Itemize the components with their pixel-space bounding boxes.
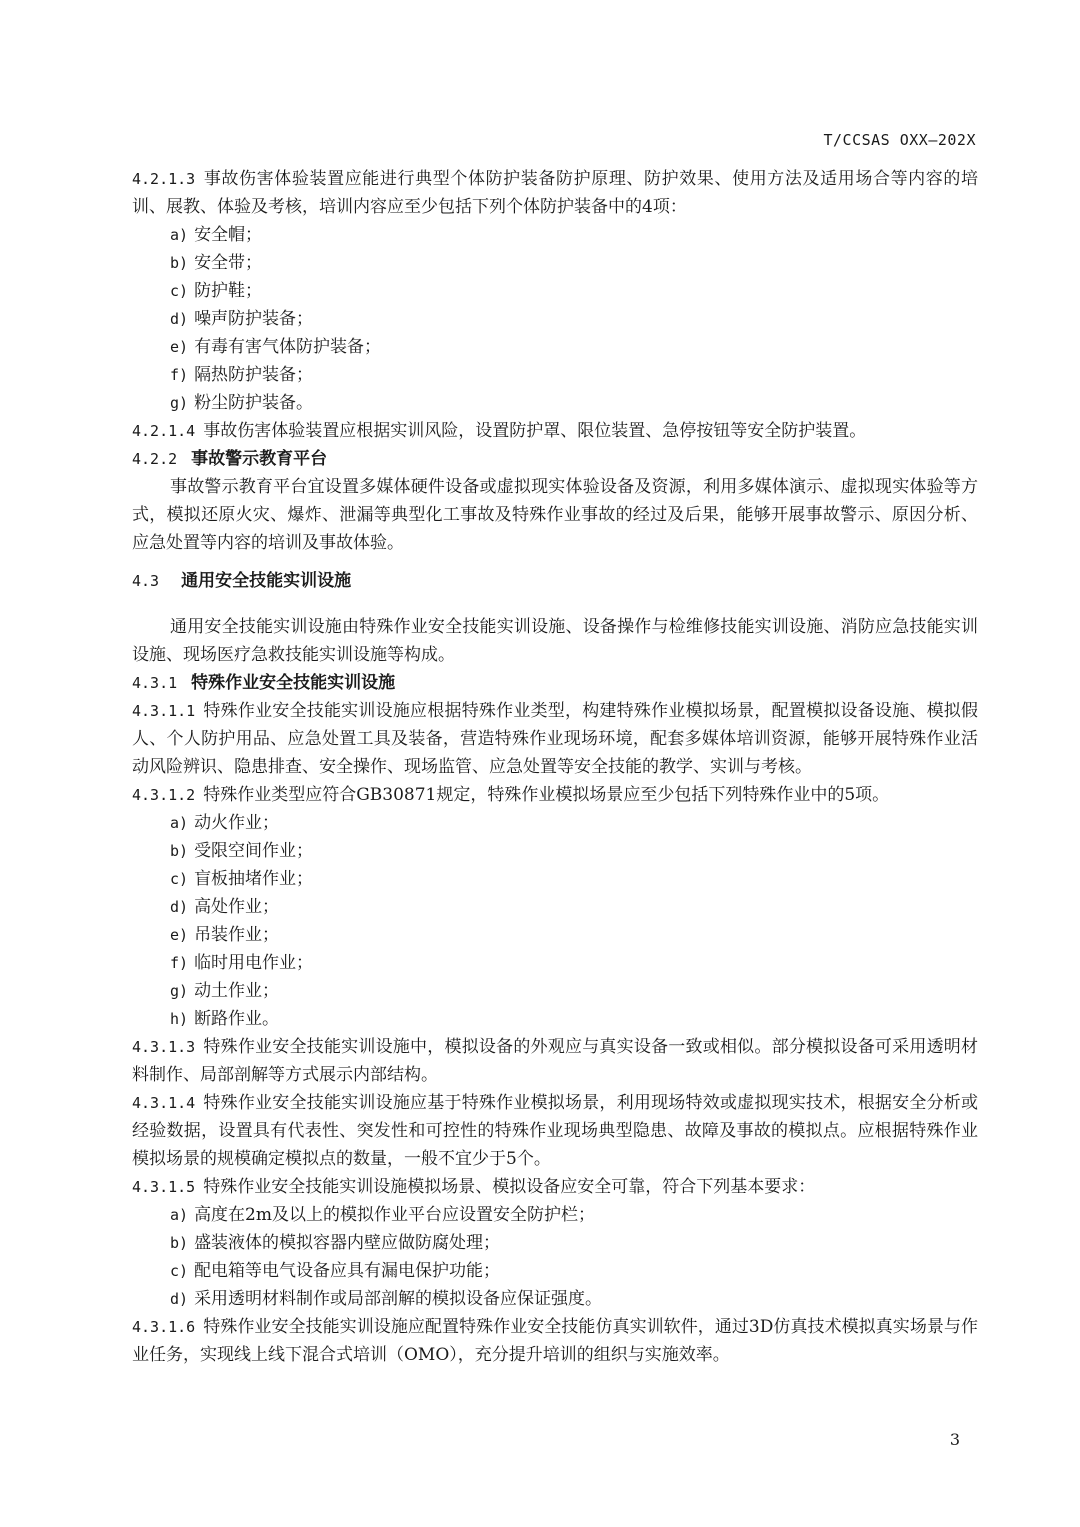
list-item-label: b) [170, 1234, 189, 1252]
list-item [132, 305, 978, 333]
list-item-label: h) [170, 1010, 189, 1028]
clause-number: 4.2.1.3 [132, 170, 196, 188]
clause-number: 4.3.1 [132, 674, 178, 692]
list-item [132, 389, 978, 417]
clause [132, 781, 978, 809]
list-item-label: c) [170, 1262, 189, 1280]
list-item-text: 噪声防护装备； [194, 309, 314, 329]
list-item-label: b) [170, 842, 189, 860]
clause-text: 事故警示教育平台 [191, 449, 328, 469]
clause-number: 4.3.1.3 [132, 1038, 196, 1056]
list-item-text: 吊装作业； [194, 925, 280, 945]
list-item-label: b) [170, 254, 189, 272]
list-item-label: c) [170, 870, 189, 888]
list-item [132, 249, 978, 277]
list-item [132, 1201, 978, 1229]
clause [132, 1173, 978, 1201]
paragraph: 通用安全技能实训设施由特殊作业安全技能实训设施、设备操作与检维修技能实训设施、消防应急技能实训设施、现场医疗急救技能实训设施等构成。 [132, 617, 978, 665]
clause-number: 4.2.1.4 [132, 422, 196, 440]
clause [132, 1313, 978, 1369]
clause-text: 通用安全技能实训设施 [181, 571, 352, 591]
list-item-label: a) [170, 1206, 189, 1224]
list-item-label: g) [170, 982, 189, 1000]
list-item [132, 221, 978, 249]
clause [132, 417, 978, 445]
list-item [132, 837, 978, 865]
section-heading [132, 567, 978, 595]
page-number: 3 [949, 1430, 960, 1449]
clause-text: 事故伤害体验装置应能进行典型个体防护装备防护原理、防护效果、使用方法及适用场合等内容的培训、展教、体验及考核，培训内容应至少包括下列个体防护装备中的4项： [132, 169, 978, 217]
list-item-text: 高度在2m及以上的模拟作业平台应设置安全防护栏； [194, 1205, 595, 1225]
list-item [132, 1285, 978, 1313]
clause-number: 4.3.1.1 [132, 702, 196, 720]
list-item [132, 893, 978, 921]
clause-text: 特殊作业安全技能实训设施中，模拟设备的外观应与真实设备一致或相似。部分模拟设备可采用透明材料制作、局部剖解等方式展示内部结构。 [132, 1037, 978, 1085]
list-item [132, 1229, 978, 1257]
list-item-label: d) [170, 310, 189, 328]
list-item-text: 隔热防护装备； [194, 365, 314, 385]
subsection-heading [132, 445, 978, 473]
clause-number: 4.3.1.5 [132, 1178, 196, 1196]
list-item-text: 动土作业； [194, 981, 280, 1001]
list-item-label: e) [170, 926, 189, 944]
list-item-text: 临时用电作业； [194, 953, 314, 973]
clause-text: 特殊作业类型应符合GB30871规定，特殊作业模拟场景应至少包括下列特殊作业中的5项。 [203, 785, 890, 805]
list-item-text: 配电箱等电气设备应具有漏电保护功能； [194, 1261, 501, 1281]
list-item-label: d) [170, 898, 189, 916]
list-item-text: 动火作业； [194, 813, 280, 833]
clause-number: 4.3.1.4 [132, 1094, 196, 1112]
clause-number: 4.2.2 [132, 450, 178, 468]
list-item-text: 高处作业； [194, 897, 280, 917]
list-item [132, 277, 978, 305]
list-item-label: c) [170, 282, 189, 300]
list-item-text: 粉尘防护装备。 [194, 393, 314, 413]
list-item-text: 有毒有害气体防护装备； [194, 337, 382, 357]
list-item-text: 盛装液体的模拟容器内壁应做防腐处理； [194, 1233, 501, 1253]
clause [132, 697, 978, 781]
list-item-label: a) [170, 226, 189, 244]
clause-text: 特殊作业安全技能实训设施应基于特殊作业模拟场景，利用现场特效或虚拟现实技术，根据安全分析或经验数据，设置具有代表性、突发性和可控性的特殊作业现场典型隐患、故障及事故的模拟点。应根据特殊作业模拟场景的规模确定模拟点的数量，一般不宜少于5个。 [132, 1093, 978, 1169]
list-item [132, 1005, 978, 1033]
clause-text: 特殊作业安全技能实训设施 [191, 673, 396, 693]
document-body [132, 165, 978, 1369]
list-item-text: 安全帽； [194, 225, 263, 245]
clause [132, 1089, 978, 1173]
list-item-text: 防护鞋； [194, 281, 263, 301]
list-item [132, 921, 978, 949]
clause-text: 特殊作业安全技能实训设施应根据特殊作业类型，构建特殊作业模拟场景，配置模拟设备设施、模拟假人、个人防护用品、应急处置工具及装备，营造特殊作业现场环境，配套多媒体培训资源，能够开展特殊作业活动风险辨识、隐患排查、安全操作、现场监管、应急处置等安全技能的教学、实训与考核。 [132, 701, 978, 777]
clause-text: 特殊作业安全技能实训设施应配置特殊作业安全技能仿真实训软件，通过3D仿真技术模拟真实场景与作业任务，实现线上线下混合式培训（OMO），充分提升培训的组织与实施效率。 [132, 1317, 978, 1365]
list-item-text: 安全带； [194, 253, 263, 273]
document-code: T/CCSAS OXX—202X [823, 131, 976, 149]
clause-number: 4.3 [132, 572, 160, 590]
list-item [132, 865, 978, 893]
list-item [132, 977, 978, 1005]
list-item [132, 809, 978, 837]
clause [132, 165, 978, 221]
list-item [132, 333, 978, 361]
list-item [132, 949, 978, 977]
list-item-label: f) [170, 366, 189, 384]
list-item-text: 盲板抽堵作业； [194, 869, 314, 889]
list-item-label: f) [170, 954, 189, 972]
list-item-text: 采用透明材料制作或局部剖解的模拟设备应保证强度。 [194, 1289, 603, 1309]
paragraph: 事故警示教育平台宜设置多媒体硬件设备或虚拟现实体验设备及资源，利用多媒体演示、虚拟现实体验等方式，模拟还原火灾、爆炸、泄漏等典型化工事故及特殊作业事故的经过及后果，能够开展事故警示、原因分析、应急处置等内容的培训及事故体验。 [132, 477, 978, 553]
clause-number: 4.3.1.2 [132, 786, 196, 804]
clause-text: 特殊作业安全技能实训设施模拟场景、模拟设备应安全可靠，符合下列基本要求： [203, 1177, 816, 1197]
subsection-heading [132, 669, 978, 697]
list-item-text: 断路作业。 [194, 1009, 280, 1029]
list-item [132, 1257, 978, 1285]
list-item [132, 361, 978, 389]
clause [132, 1033, 978, 1089]
list-item-label: e) [170, 338, 189, 356]
clause-text: 事故伤害体验装置应根据实训风险，设置防护罩、限位装置、急停按钮等安全防护装置。 [203, 421, 867, 441]
list-item-label: d) [170, 1290, 189, 1308]
clause-number: 4.3.1.6 [132, 1318, 196, 1336]
list-item-label: a) [170, 814, 189, 832]
list-item-text: 受限空间作业； [194, 841, 314, 861]
list-item-label: g) [170, 394, 189, 412]
